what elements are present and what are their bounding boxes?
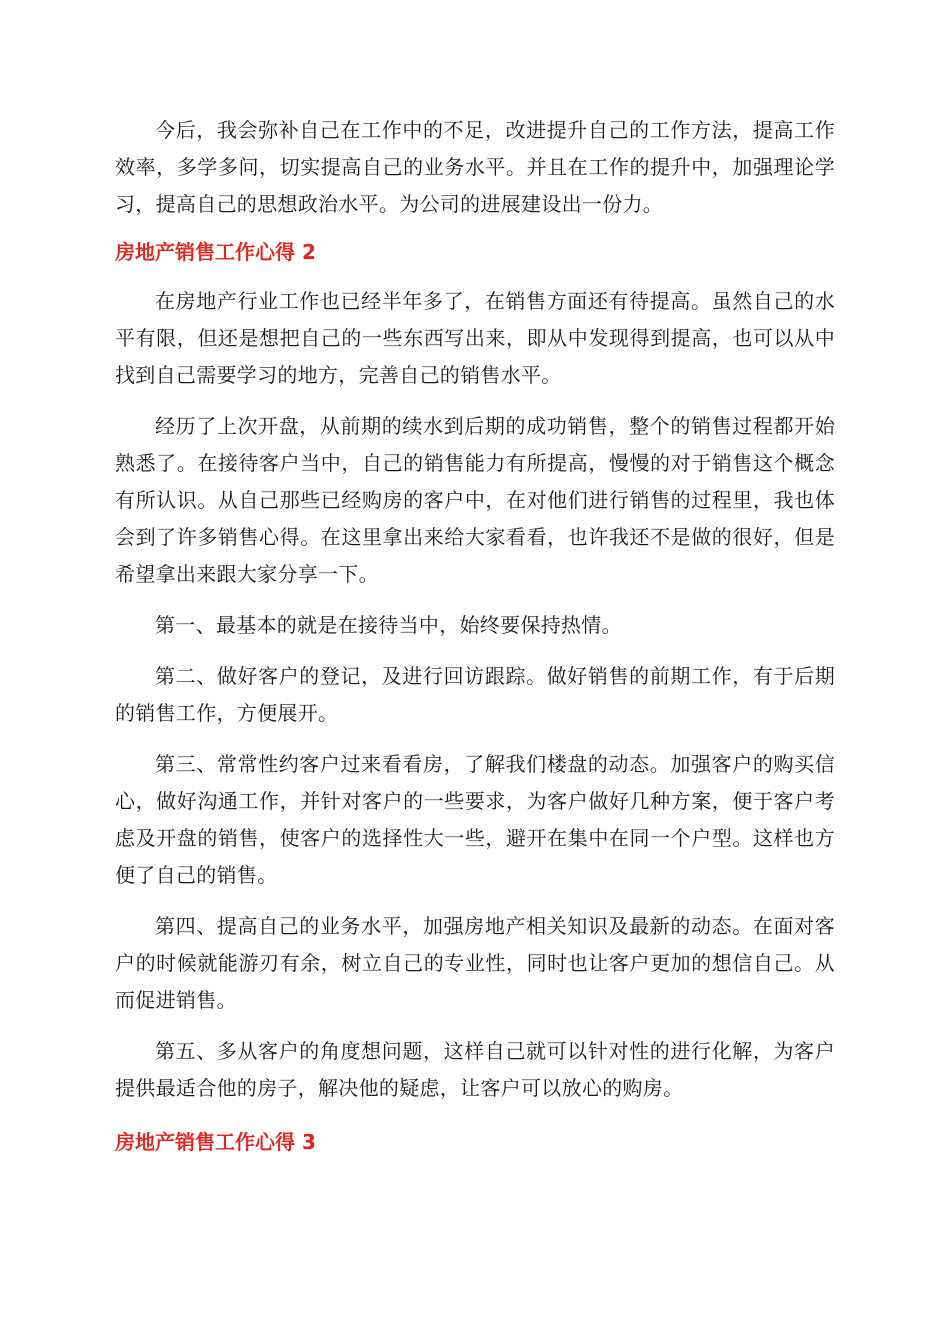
- body-paragraph: 第二、做好客户的登记，及进行回访跟踪。做好销售的前期工作，有于后期的销售工作，方便展开。: [115, 664, 835, 725]
- section-heading-3: 房地产销售工作心得 3: [115, 1130, 316, 1154]
- body-paragraph: 经历了上次开盘，从前期的续水到后期的成功销售，整个的销售过程都开始熟悉了。在接待客户当中，自己的销售能力有所提高，慢慢的对于销售这个概念有所认识。从自己那些已经购房的客户中，在对他们进行销售的过程里，我也体会到了许多销售心得。在这里拿出来给大家看看，也许我还不是做的很好，但是希望拿出来跟大家分享一下。: [115, 414, 835, 586]
- intro-paragraph: 今后，我会弥补自己在工作中的不足，改进提升自己的工作方法，提高工作效率，多学多问，切实提高自己的业务水平。并且在工作的提升中，加强理论学习，提高自己的思想政治水平。为公司的进展建设出一份力。: [115, 118, 835, 216]
- document-page: [115, 112, 835, 1173]
- section-heading-2: 房地产销售工作心得 2: [115, 240, 316, 264]
- body-paragraph: 第三、常常性约客户过来看看房，了解我们楼盘的动态。加强客户的购买信心，做好沟通工作，并针对客户的一些要求，为客户做好几种方案，便于客户考虑及开盘的销售，使客户的选择性大一些，避开在集中在同一个户型。这样也方便了自己的销售。: [115, 752, 835, 887]
- body-paragraph: 在房地产行业工作也已经半年多了，在销售方面还有待提高。虽然自己的水平有限，但还是想把自己的一些东西写出来，即从中发现得到提高，也可以从中找到自己需要学习的地方，完善自己的销售水平。: [115, 289, 835, 387]
- body-paragraph: 第五、多从客户的角度想问题，这样自己就可以针对性的进行化解，为客户提供最适合他的房子，解决他的疑虑，让客户可以放心的购房。: [115, 1039, 835, 1100]
- body-paragraph: 第一、最基本的就是在接待当中，始终要保持热情。: [155, 613, 622, 637]
- body-paragraph: 第四、提高自己的业务水平，加强房地产相关知识及最新的动态。在面对客户的时候就能游刃有余，树立自己的专业性，同时也让客户更加的想信自己。从而促进销售。: [115, 914, 835, 1012]
